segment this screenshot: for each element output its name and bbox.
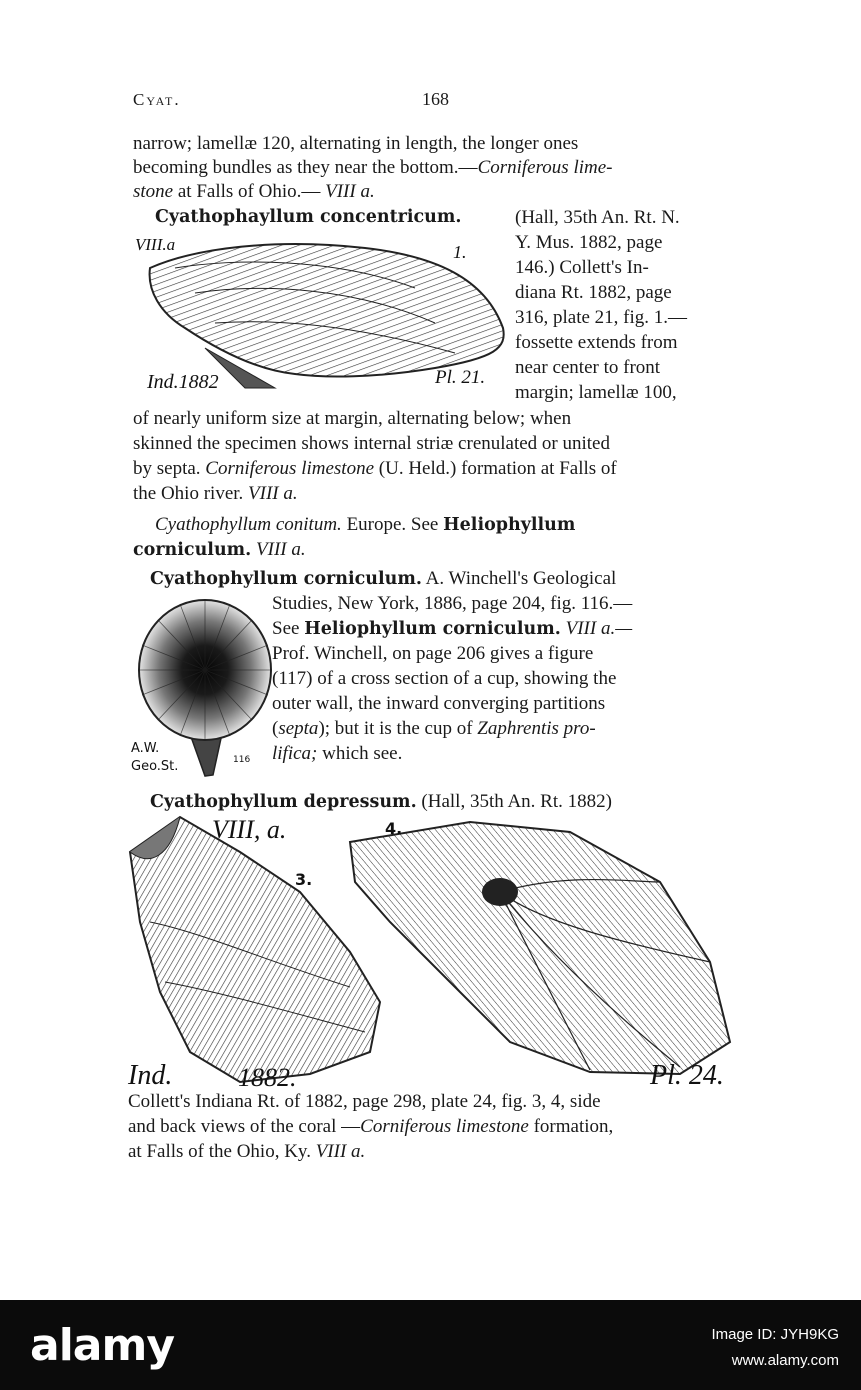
fig116-number: 116 — [233, 755, 251, 765]
entry1-title: Cyathophayllum concentricum. — [155, 207, 462, 227]
fig1-label-bottom-right: Pl. 21. — [435, 367, 486, 388]
page-number: 168 — [422, 89, 449, 109]
site-url[interactable]: www.alamy.com — [731, 1352, 839, 1369]
entry2-line-1: Cyathophyllum conitum. Europe. See Heliophyllum — [155, 514, 576, 535]
entry1-full-2: skinned the specimen shows internal striæ crenulated or united — [133, 433, 610, 454]
fig4-number: 4. — [385, 819, 403, 838]
coral-figure-concentricum — [135, 228, 510, 400]
fig1-label-number: 1. — [453, 242, 467, 262]
fig116-label-geo: Geo.St. — [131, 759, 179, 774]
fig1-label-bottom-left: Ind.1882 — [147, 371, 219, 393]
entry1-wrap-3: 146.) Collett's In- — [515, 257, 649, 278]
entry1-full-4: the Ohio river. VIII a. — [133, 483, 298, 504]
entry1-full-3: by septa. Corniferous limestone (U. Held.) formation at Falls of — [133, 458, 617, 479]
entry3-line-4: Prof. Winchell, on page 206 gives a figure — [272, 643, 594, 664]
image-id: Image ID: JYH9KG — [711, 1326, 839, 1343]
entry3-line-3: See Heliophyllum corniculum. VIII a.— — [272, 618, 633, 639]
entry3-line-8: lifica; which see. — [272, 743, 403, 764]
entry1-wrap-5: 316, plate 21, fig. 1.— — [515, 307, 688, 328]
running-head: Cyat. — [133, 90, 181, 109]
entry1-wrap-8: margin; lamellæ 100, — [515, 382, 677, 403]
fig-label-ind: Ind. — [128, 1060, 173, 1090]
entry4-caption-1: Collett's Indiana Rt. of 1882, page 298, plate 24, fig. 3, 4, side — [128, 1091, 601, 1112]
intro-line-3: stone at Falls of Ohio.— VIII a. — [133, 181, 375, 202]
entry1-wrap-1: (Hall, 35th An. Rt. N. — [515, 207, 680, 228]
entry1-wrap-2: Y. Mus. 1882, page — [515, 232, 663, 253]
entry1-wrap-6: fossette extends from — [515, 332, 678, 353]
entry3-line-7: (septa); but it is the cup of Zaphrentis pro- — [272, 718, 596, 739]
fig116-label-aw: A.W. — [131, 741, 160, 756]
fig1-label-top-left: VIII.a — [135, 235, 176, 254]
entry1-wrap-7: near center to front — [515, 357, 661, 378]
entry3-line-2: Studies, New York, 1886, page 204, fig. 116.— — [272, 593, 633, 614]
fig3-number: 3. — [295, 870, 313, 889]
stock-footer-banner — [0, 1300, 861, 1390]
entry3-line-1: Cyathophyllum corniculum. A. Winchell's Geological — [150, 568, 617, 589]
fig3-label-top: VIII, a. — [212, 815, 287, 844]
entry1-full-1: of nearly uniform size at margin, alternating below; when — [133, 408, 572, 429]
alamy-logo[interactable]: alamy — [30, 1320, 174, 1371]
intro-line-2: becoming bundles as they near the bottom.—Corniferous lime- — [133, 157, 613, 178]
intro-line-1: narrow; lamellæ 120, alternating in length, the longer ones — [133, 133, 579, 154]
entry3-line-5: (117) of a cross section of a cup, showing the — [272, 668, 617, 689]
entry2-line-2: corniculum. VIII a. — [133, 539, 306, 560]
entry1-wrap-4: diana Rt. 1882, page — [515, 282, 672, 303]
fig-label-pl24: Pl. 24. — [650, 1060, 724, 1090]
entry4-caption-2: and back views of the coral —Corniferous limestone formation, — [128, 1116, 614, 1137]
coral-figure-corniculum — [125, 590, 275, 780]
entry4-caption-3: at Falls of the Ohio, Ky. VIII a. — [128, 1141, 366, 1162]
fig-label-1882: 1882. — [238, 1063, 297, 1090]
entry3-line-6: outer wall, the inward converging partitions — [272, 693, 606, 714]
entry4-title-line: Cyathophyllum depressum. (Hall, 35th An. Rt. 1882) — [150, 791, 612, 812]
coral-figure-depressum — [120, 812, 740, 1090]
